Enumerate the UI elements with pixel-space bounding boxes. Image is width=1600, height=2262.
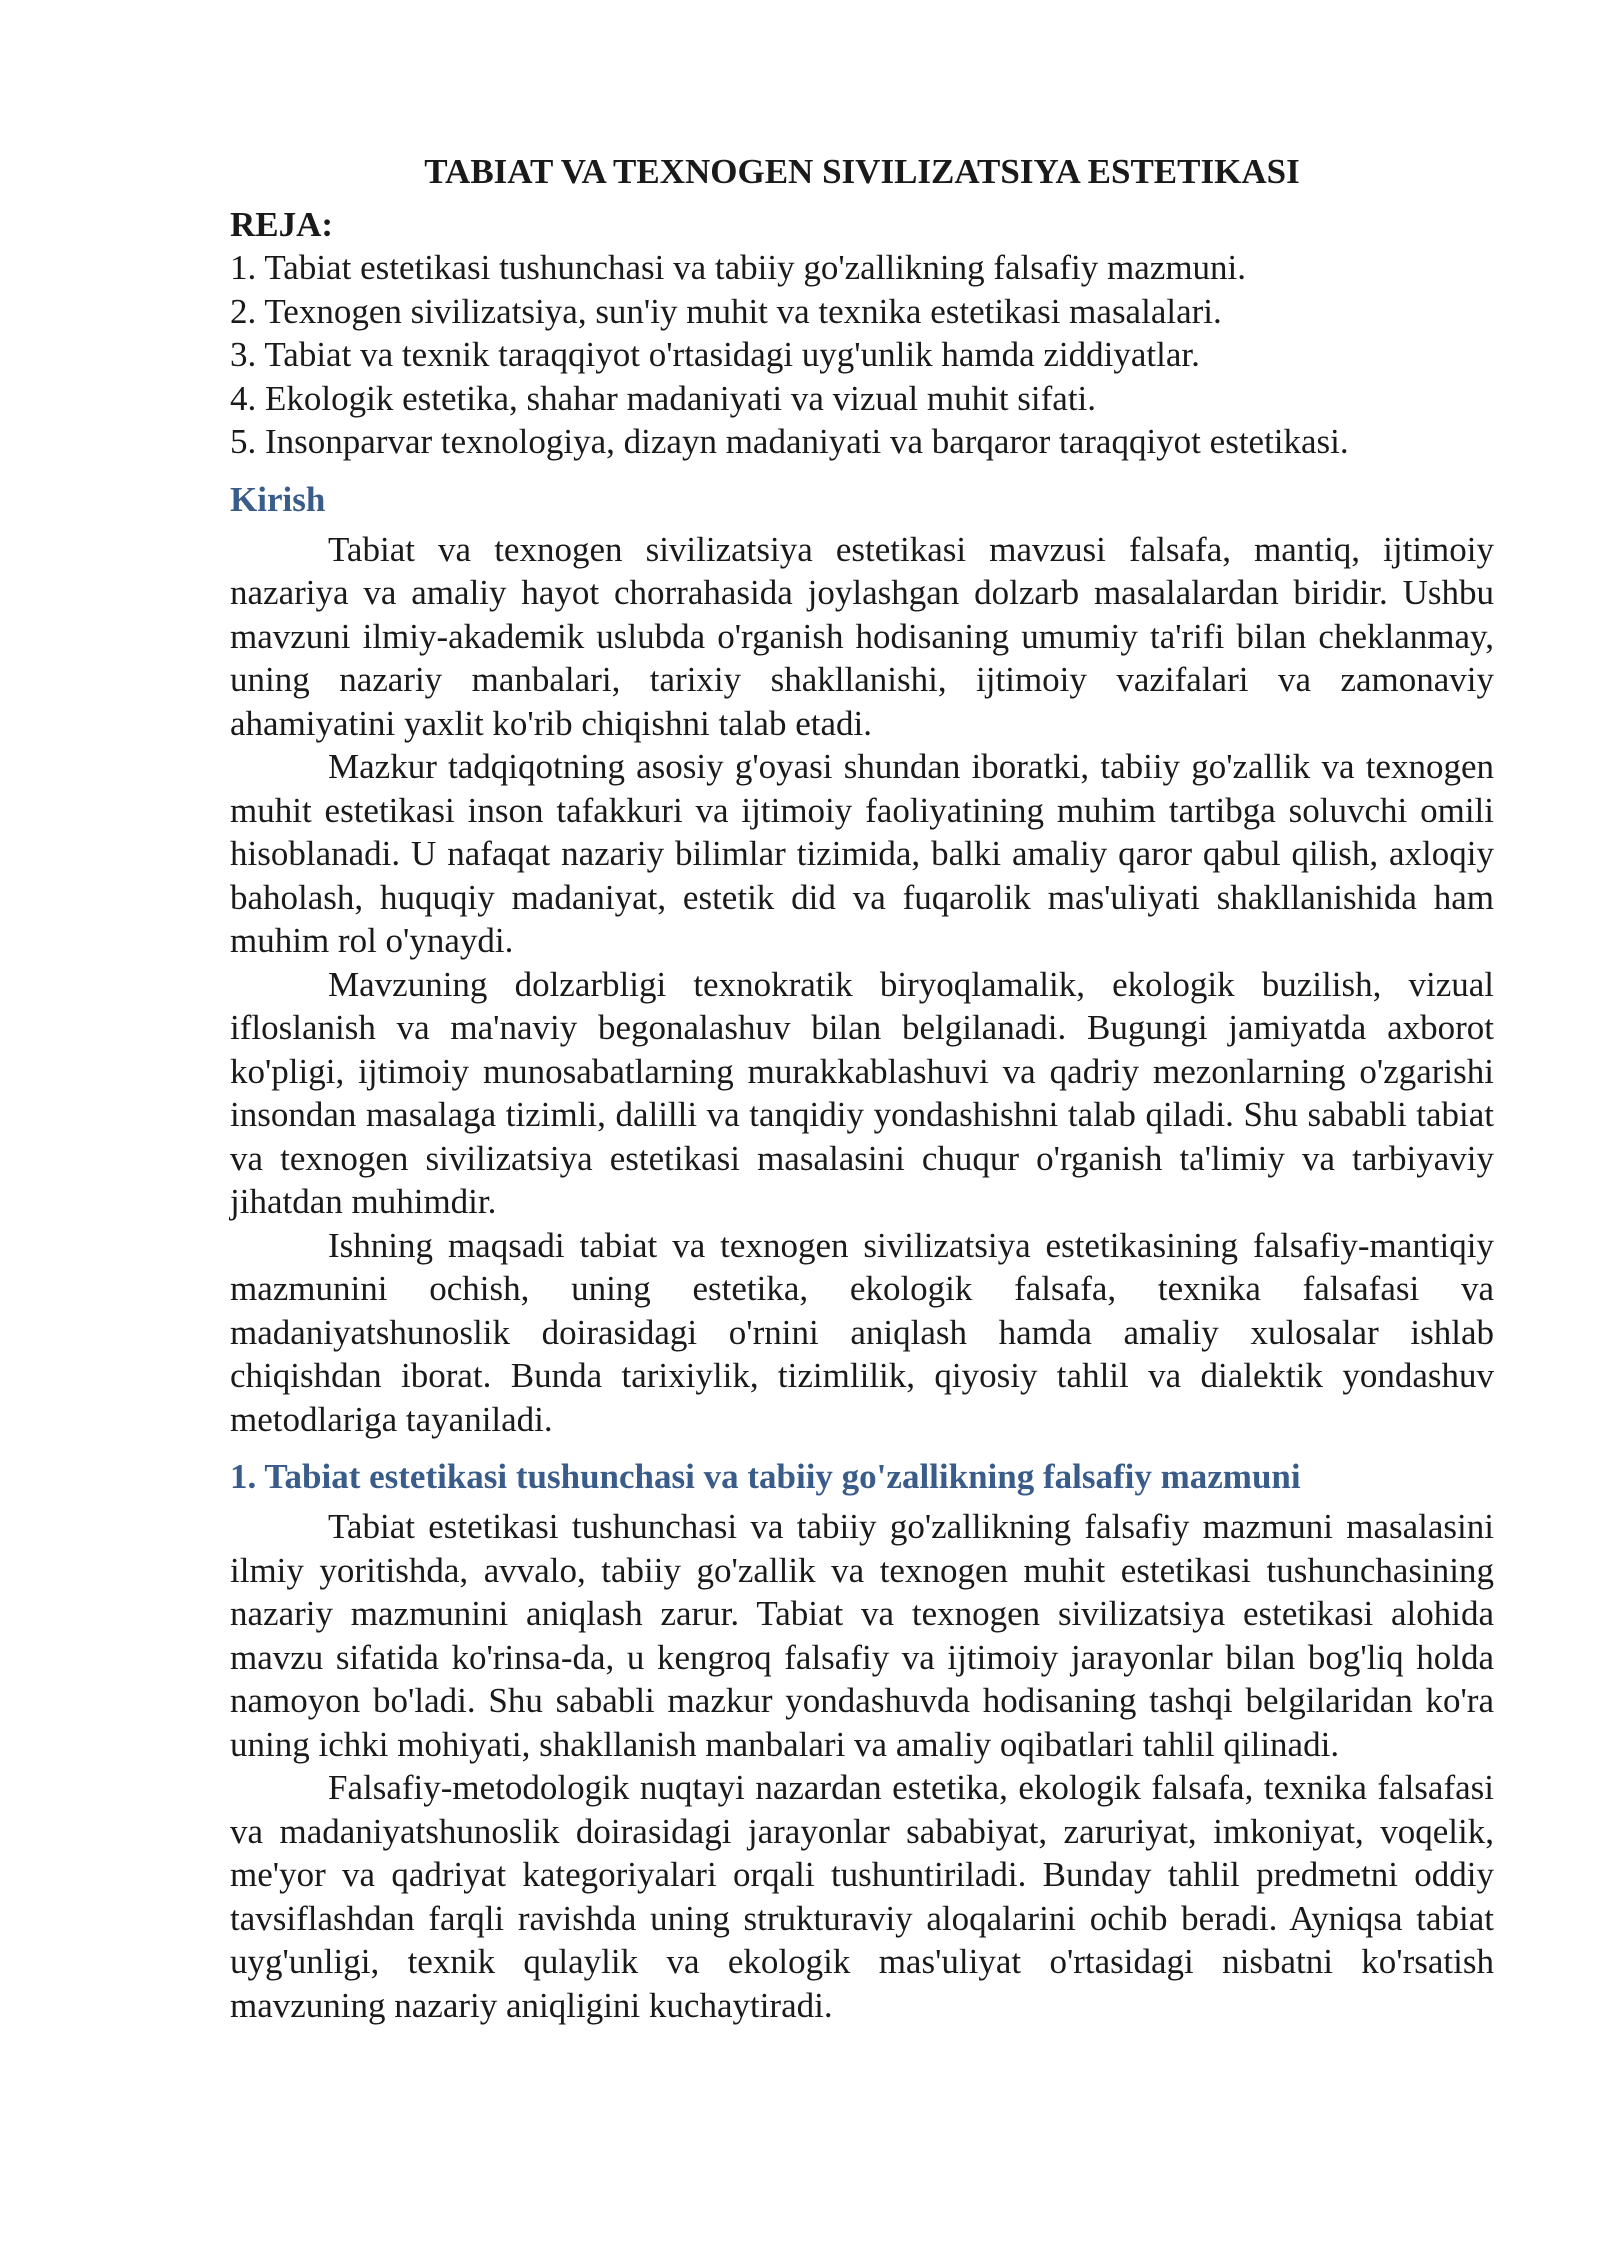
paragraph: Mavzuning dolzarbligi texnokratik biryoqlamalik, ekologik buzilish, vizual ifloslanish va ma'naviy begonalashuv bilan belgilanadi. Bugungi jamiyatda axborot ko'pligi, ijtimoiy munosabatlarning murakkablashuvi va qadriy mezonlarning o'zgarishi insondan masalaga tizimli, dalilli va tanqidiy yondashishni talab qiladi. Shu sababli tabiat va texnogen sivilizatsiya estetikasi masalasini chuqur o'rganish ta'limiy va tarbiyaviy jihatdan muhimdir. [230,964,1494,1221]
plan-list [230,246,1494,464]
plan-item: 1. Tabiat estetikasi tushunchasi va tabiiy go'zallikning falsafiy mazmuni. [230,248,1247,287]
paragraph: Tabiat va texnogen sivilizatsiya estetikasi mavzusi falsafa, mantiq, ijtimoiy nazariya va amaliy hayot chorrahasida joylashgan dolzarb masalalardan biridir. Ushbu mavzuni ilmiy-akademik uslubda o'rganish hodisaning umumiy ta'rifi bilan cheklanmay, uning nazariy manbalari, tarixiy shakllanishi, ijtimoiy vazifalari va zamonaviy ahamiyatini yaxlit ko'rib chiqishni talab etadi. [230,529,1494,743]
paragraph: Ishning maqsadi tabiat va texnogen sivilizatsiya estetikasining falsafiy-mantiqiy mazmunini ochish, uning estetika, ekologik falsafa, texnika falsafasi va madaniyatshunoslik doirasidagi o'rnini aniqlash hamda amaliy xulosalar ishlab chiqishdan iborat. Bunda tarixiylik, tizimlilik, qiyosiy tahlil va dialektik yondashuv metodlariga tayaniladi. [230,1225,1494,1439]
plan-item: 2. Texnogen sivilizatsiya, sun'iy muhit va texnika estetikasi masalalari. [230,291,1222,331]
plan-item: 4. Ekologik estetika, shahar madaniyati va vizual muhit sifati. [230,378,1097,418]
paragraph: Falsafiy-metodologik nuqtayi nazardan estetika, ekologik falsafa, texnika falsafasi va madaniyatshunoslik doirasidagi jarayonlar sababiyat, zaruriyat, imkoniyat, voqelik, me'yor va qadriyat kategoriyalari orqali tushuntiriladi. Bunday tahlil predmetni oddiy tavsiflashdan farqli ravishda uning strukturaviy aloqalarini ochib beradi. Ayniqsa tabiat uyg'unligi, texnik qulaylik va ekologik mas'uliyat o'rtasidagi nisbatni ko'rsatish mavzuning nazariy aniqligini kuchaytiradi. [230,1768,1494,2025]
section-heading: Kirish [230,479,326,519]
paragraph: Tabiat estetikasi tushunchasi va tabiiy go'zallikning falsafiy mazmuni masalasini ilmiy yoritishda, avvalo, tabiiy go'zallik va texnogen muhit estetikasi tushunchasining nazariy mazmunini aniqlash zarur. Tabiat va texnogen sivilizatsiya estetikasi alohida mavzu sifatida ko'rinsa-da, u kengroq falsafiy va ijtimoiy jarayonlar bilan bog'liq holda namoyon bo'ladi. Shu sababli mazkur yondashuvda hodisaning tashqi belgilaridan ko'ra uning ichki mohiyati, shakllanish manbalari va amaliy oqibatlari tahlil qilinadi. [230,1507,1494,1764]
plan-item: 3. Tabiat va texnik taraqqiyot o'rtasidagi uyg'unlik hamda ziddiyatlar. [230,335,1200,374]
document-body [230,150,1494,2027]
paragraph: Mazkur tadqiqotning asosiy g'oyasi shundan iboratki, tabiiy go'zallik va texnogen muhit estetikasi inson tafakkuri va ijtimoiy faoliyatining muhim tartibga soluvchi omili hisoblanadi. U nafaqat nazariy bilimlar tizimida, balki amaliy qaror qabul qilish, axloqiy baholash, huquqiy madaniyat, estetik did va fuqarolik mas'uliyati shakllanishida ham muhim rol o'ynaydi. [230,747,1494,960]
plan-heading: REJA: [230,205,334,244]
section-introduction [230,478,1494,1442]
plan-item: 5. Insonparvar texnologiya, dizayn madaniyati va barqaror taraqqiyot estetikasi. [230,422,1349,461]
section-1 [230,1455,1494,2027]
section-heading: 1. Tabiat estetikasi tushunchasi va tabiiy go'zallikning falsafiy mazmuni [230,1457,1301,1496]
document-title: TABIAT VA TEXNOGEN SIVILIZATSIYA ESTETIKASI [424,152,1300,191]
